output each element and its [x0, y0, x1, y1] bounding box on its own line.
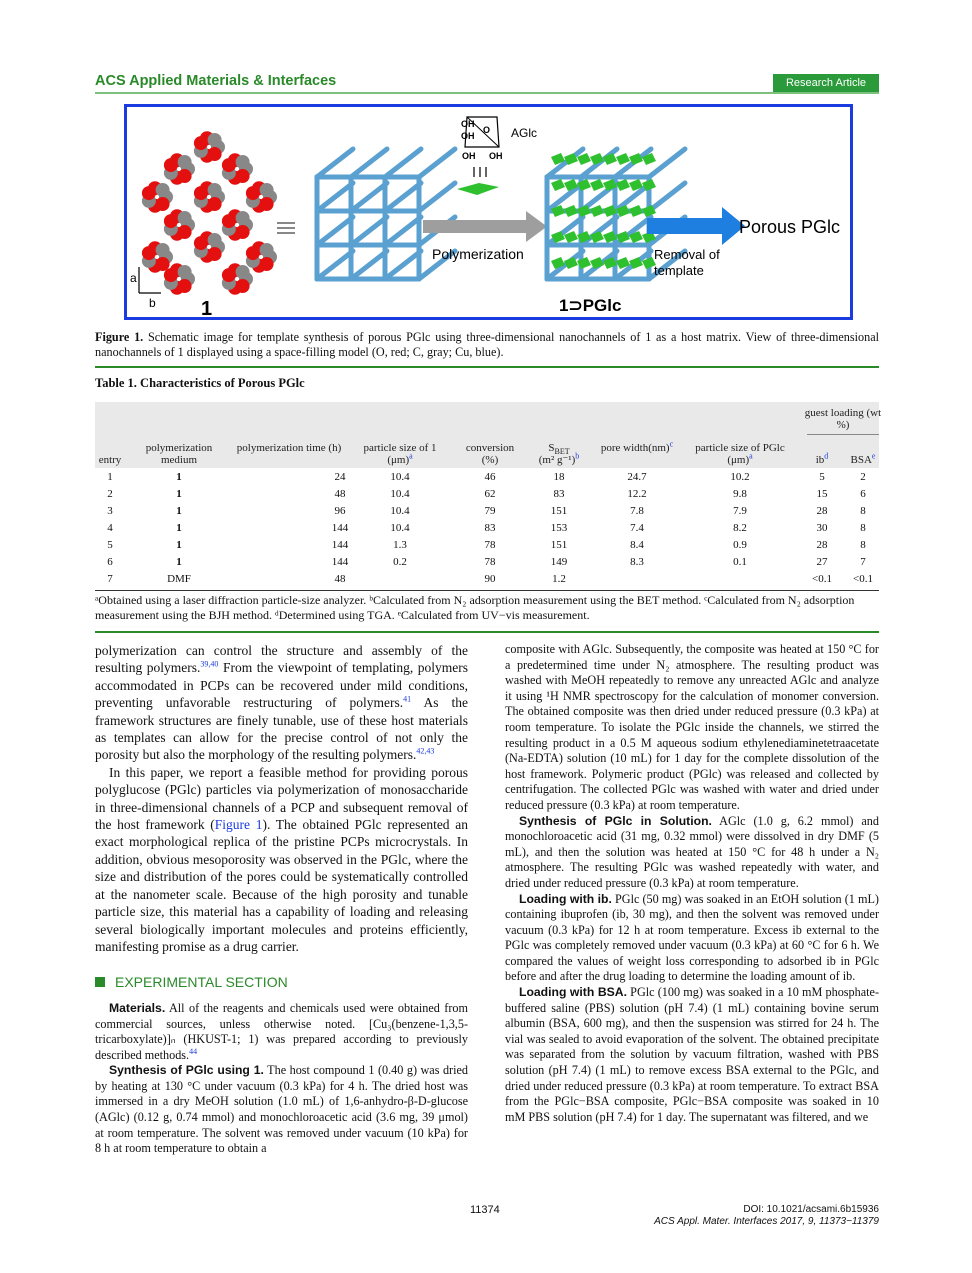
product-label: Porous PGlc: [739, 217, 841, 237]
journal-title: ACS Applied Materials & Interfaces: [95, 73, 337, 89]
removal-label-2: template: [654, 263, 704, 278]
table-cell: 15: [816, 488, 828, 500]
figure-schematic: [127, 107, 850, 317]
figure-caption: [95, 330, 879, 360]
table-cell: 83: [484, 522, 496, 534]
axis-a-label: a: [130, 271, 137, 285]
polymer-fragment: [564, 205, 578, 217]
mof-atom: [178, 211, 192, 225]
table-cell: 144: [331, 556, 349, 568]
equivalence-sign: [277, 223, 295, 233]
mof-atom: [156, 243, 170, 257]
header-rule: [95, 92, 879, 94]
framework-strut: [547, 217, 583, 245]
framework-strut: [385, 183, 421, 211]
polymer-fragment: [629, 205, 643, 217]
mof-atom: [236, 155, 250, 169]
framework-strut: [351, 217, 387, 245]
table-cell: 144: [331, 522, 349, 534]
framework-strut: [385, 251, 421, 279]
table-cell: 151: [550, 539, 568, 551]
table-title: Table 1. Characteristics of Porous PGlc: [95, 376, 305, 390]
framework-strut: [351, 251, 387, 279]
table-cell: 144: [331, 539, 349, 551]
polymer-fragment: [616, 153, 630, 165]
polymer-fragment: [590, 205, 604, 217]
table-cell: 151: [550, 505, 568, 517]
table-cell: 10.4: [390, 522, 410, 534]
table-cell: 1.3: [393, 539, 407, 551]
table-cell: 48: [334, 488, 346, 500]
agic-structure: [457, 117, 537, 195]
table-cell: 5: [819, 471, 825, 483]
table-cell: 0.2: [393, 556, 407, 568]
svg-text:OH: OH: [489, 151, 503, 161]
framework-strut: [351, 149, 387, 177]
article-type-badge: Research Article: [773, 74, 879, 92]
table-cell: 78: [484, 539, 496, 551]
table-cell: 2: [860, 471, 866, 483]
table-cell: 24.7: [627, 471, 647, 483]
table-cell: 7: [860, 556, 866, 568]
mof-atom: [178, 155, 192, 169]
table-cell: 7.9: [733, 505, 747, 517]
table-cell: 8.2: [733, 522, 747, 534]
table-cell: 2: [107, 488, 113, 500]
axis-indicator: [130, 267, 161, 310]
framework-strut: [547, 183, 583, 211]
table-cell: 24: [334, 471, 346, 483]
mof-atom: [236, 265, 250, 279]
table-cell: 4: [107, 522, 113, 534]
table-cell: 90: [484, 573, 496, 585]
table-footnotes: ᵃObtained using a laser diffraction particle-size analyzer. ᵇCalculated from N₂ adsorption measurement using the BET method. ᶜCalculated from N₂ adsorption measurement using the BJH method. ᵈDetermined using TGA. ᵉCalculated from UV−vis measurement.: [95, 593, 855, 622]
left-column: [95, 642, 468, 1157]
mof-atom: [156, 183, 170, 197]
table-cell: 1: [176, 522, 182, 534]
table-cell: 8: [860, 539, 866, 551]
th-pore-width: pore width(nm)$^c$: [600, 439, 674, 454]
table-cell: 3: [107, 505, 113, 517]
right-column: [505, 642, 879, 1125]
table-cell: 8.4: [630, 539, 644, 551]
table-cell: 1: [176, 556, 182, 568]
figure-1: [124, 104, 853, 320]
framework-strut: [317, 251, 353, 279]
removal-arrow: [647, 207, 745, 278]
th-guest-loading: guest loading (wt %): [804, 407, 882, 431]
mof-atom: [260, 183, 274, 197]
table-cell: 10.4: [390, 505, 410, 517]
mof-atom: [208, 233, 222, 247]
page-number: 11374: [470, 1204, 500, 1216]
figure-link[interactable]: Figure 1: [214, 817, 263, 833]
loading-bsa-paragraph: Loading with BSA. PGlc (100 mg) was soaked in a 10 mM phosphate-buffered saline (PBS) solution (pH 7.4) (1 mL) containing bovine serum albumin (BSA, 600 mg), and then the suspension was stirred for 24 h. The vial was sealed to avoid evaporation of the solvent. The obtained precipitate was separated from the solution by vacuum filtration, washed with PBS solution (pH 7.4) (1 mL) to remove excess BSA external to the PGlc, and dried under reduced pressure (0.3 kPa) at room temperature. To extract BSA from the PGlc−BSA composite, PGlc−BSA composite was soaked in 10 mM PBS solution (pH 7.4) for 1 day. The supernatant was filtered, and we: [505, 985, 879, 1124]
table-cell: 10.4: [390, 488, 410, 500]
mof-atom: [208, 133, 222, 147]
mof-atom: [178, 265, 192, 279]
table-cell: 10.4: [390, 471, 410, 483]
framework-strut: [385, 149, 421, 177]
table-cell: 9.8: [733, 488, 747, 500]
table-cell: 5: [107, 539, 113, 551]
synthesis-2-paragraph: Synthesis of PGlc in Solution. AGlc (1.0 g, 6.2 mmol) and monochloroacetic acid (31 mg, 0.32 mmol) were dissolved in dry DMF (5 mL), and then the solution was heated at 150 °C for 48 h under a N₂ atmosphere. The resulting PGlc was washed repeatedly with water, and dried under reduced pressure (0.3 kPa) at room temperature.: [505, 813, 879, 890]
table-body: [95, 471, 879, 589]
table-cell: 12.2: [627, 488, 647, 500]
table-cell: 27: [816, 556, 828, 568]
table-cell: 1: [176, 488, 182, 500]
table-cell: 6: [107, 556, 113, 568]
th-medium: polymerization medium: [145, 442, 213, 466]
axis-b-label: b: [149, 296, 156, 310]
framework-strut: [547, 149, 583, 177]
table-cell: 62: [484, 488, 496, 500]
removal-label-1: Removal of: [654, 247, 720, 262]
th-bsa: BSA$^e$: [850, 451, 876, 466]
composite-label: 1⊃PGlc: [559, 296, 622, 315]
polymer-fragment: [590, 231, 604, 243]
th-guest-rule: [807, 434, 879, 435]
section-rule: [95, 631, 879, 633]
mof-space-filling-model: [142, 131, 277, 295]
table-cell: 96: [334, 505, 346, 517]
table-cell: <0.1: [812, 573, 832, 585]
loading-ib-paragraph: Loading with ib. PGlc (50 mg) was soaked in an EtOH solution (1 mL) containing ibuprofen (ib, 30 mg), and then the solvent was removed under vacuum (0.3 kPa) for 12 h at room temperature. Excess ib external to the PGlc was completely removed under vacuum (0.3 kPa) at 60 °C for 6 h. We compared the values of weight loss corresponding to adsorbed ib in PGlc before and after the drug loading to determine the loading amount of ib.: [505, 891, 879, 984]
th-conversion: conversion (%): [465, 442, 515, 466]
th-particle-size-pglc: particle size of PGlc (μm)$^a$: [695, 442, 785, 466]
table-cell: DMF: [167, 573, 191, 585]
table-cell: 149: [550, 556, 568, 568]
doi[interactable]: DOI: 10.1021/acsami.6b15936: [743, 1204, 879, 1215]
polymer-fragment: [590, 179, 604, 191]
th-particle-size-1: particle size of 1 (μm)$^a$: [363, 442, 437, 466]
table-cell: <0.1: [853, 573, 873, 585]
framework-strut: [317, 183, 353, 211]
polymerization-label: Polymerization: [432, 246, 524, 262]
polymerization-arrow: [423, 211, 547, 262]
mof-atom: [208, 183, 222, 197]
table-cell: 46: [484, 471, 496, 483]
table-cell: 78: [484, 556, 496, 568]
table-bottom-rule: [95, 590, 879, 591]
svg-text:OH: OH: [462, 151, 476, 161]
svg-text:O: O: [483, 125, 491, 135]
framework-strut: [317, 149, 353, 177]
table-cell: 1: [176, 539, 182, 551]
agic-label: AGlc: [511, 126, 538, 140]
th-sbet: $S_{BET}$ (m² g⁻¹)$^b$: [538, 442, 580, 466]
table-cell: 1.2: [552, 573, 566, 585]
framework-strut: [385, 217, 421, 245]
section-square-icon: [95, 977, 105, 987]
table-cell: 28: [816, 505, 828, 517]
table-cell: 8: [860, 505, 866, 517]
table-cell: 48: [334, 573, 346, 585]
table-cell: 1: [176, 471, 182, 483]
intro-paragraph-2: In this paper, we report a feasible method for providing porous polyglucose (PGlc) particles via polymerization of monosaccharide in three-dimensional channels of a PCP and subsequent removal of the host framework (Figure 1). The obtained PGlc represented an exact morphological replica of the pristine PCPs microcrystals. In addition, obvious mesoporosity was observed in the PGlc, where the size and distribution of the pores could be systematically controlled at the nanometer scale. Because of the high porosity and tunable particle size, this material has a capability of loading and releasing several biologically important molecules and proteins efficiently, manifesting promise as a drug carrier.: [95, 764, 468, 954]
th-time: polymerization time (h): [236, 442, 342, 454]
table-cell: 0.9: [733, 539, 747, 551]
table-cell: 79: [484, 505, 496, 517]
th-entry: entry: [98, 454, 122, 466]
polymer-fragment: [603, 153, 617, 165]
mof-atom: [236, 211, 250, 225]
table-cell: 8: [860, 522, 866, 534]
table-cell: 7: [107, 573, 113, 585]
th-ib: ib$^d$: [815, 451, 829, 466]
table-cell: 10.2: [730, 471, 750, 483]
section-heading: EXPERIMENTAL SECTION: [95, 975, 468, 991]
table-cell: 28: [816, 539, 828, 551]
footer-citation: ACS Appl. Mater. Interfaces 2017, 9, 11373−11379: [654, 1216, 879, 1227]
section-rule: [95, 366, 879, 368]
right-paragraph-1: composite with AGlc. Subsequently, the composite was heated at 150 °C for a predetermined time under N₂ atmosphere. The resulting product was washed with MeOH repeatedly to remove any unreacted AGlc and analyze it using ¹H NMR spectroscopy for the calculation of monomer conversion. The obtained composite was then dried under reduced pressure (0.3 kPa) at room temperature. To isolate the PGlc inside the channels, we stirred the resulting product in a 0.5 M aqueous sodium ethylenediaminetetraacetate (Na-EDTA) solution (10 mL) for 1 day for the complete dissolution of the host framework. Polymeric product (PGlc) was released and collected by centrifugation. The collected PGlc was washed with water and dried under reduced pressure (0.3 kPa) at room temperature.: [505, 642, 879, 812]
mof-atom: [260, 243, 274, 257]
monomer-icon: [457, 183, 499, 195]
table-cell: 1: [107, 471, 113, 483]
svg-text:OH: OH: [461, 131, 475, 141]
table-cell: 30: [816, 522, 828, 534]
intro-paragraph-1: polymerization can control the structure and assembly of the resulting polymers.$^{39,40}$ From the viewpoint of templating, polymers accommodated in PCPs can be recovered under mild conditions, preventing unfavorable restructuring of polymers.$^{41}$ As the framework structures are finely tunable, use of these host materials as templates can allow for the precise control of not only the porosity but also the morphology of the resulting polymers.$^{42,43}$: [95, 643, 468, 763]
table-cell: 6: [860, 488, 866, 500]
compound-label: 1: [201, 298, 213, 317]
svg-text:OH: OH: [461, 119, 475, 129]
framework-strut: [649, 149, 685, 177]
table-cell: 7.4: [630, 522, 644, 534]
table-cell: 153: [550, 522, 568, 534]
table-cell: 8.3: [630, 556, 644, 568]
framework-strut: [419, 183, 455, 211]
table-cell: 7.8: [630, 505, 644, 517]
table-cell: 18: [553, 471, 565, 483]
framework-strut: [317, 217, 353, 245]
table-header: [95, 402, 882, 468]
table-cell: 83: [553, 488, 565, 500]
caption-text: Schematic image for template synthesis of porous PGlc using three-dimensional nanochannels of 1 as a host matrix. View of three-dimensional nanochannels of 1 displayed using a space-filling model (O, red; C, gray; Cu, blue).: [95, 330, 879, 359]
materials-paragraph: Materials. All of the reagents and chemicals used were obtained from commercial sources, unless otherwise noted. [Cu₃(benzene-1,3,5-tricarboxylate)]ₙ (HKUST-1; 1) was prepared according to previously described methods.$^{44}$: [95, 1000, 468, 1062]
table-cell: 1: [176, 505, 182, 517]
polymer-fragment: [551, 179, 565, 191]
table-cell: 0.1: [733, 556, 747, 568]
framework-strut: [419, 149, 455, 177]
caption-label: Figure 1.: [95, 330, 144, 344]
synthesis-1-paragraph: Synthesis of PGlc using 1. The host compound 1 (0.40 g) was dried by heating at 130 °C under vacuum (0.3 kPa) for 4 h. The dried host was immersed in a dry MeOH solution (1.0 mL) of 1,6-anhydro-β-D-glucose (AGlc) (0.12 g, 0.74 mmol) and monochloroacetic acid (3.6 mg, 39 μmol) at room temperature. The solvent was removed under vacuum (10 kPa) for 8 h at room temperature to obtain a: [95, 1063, 468, 1156]
framework-strut: [351, 183, 387, 211]
